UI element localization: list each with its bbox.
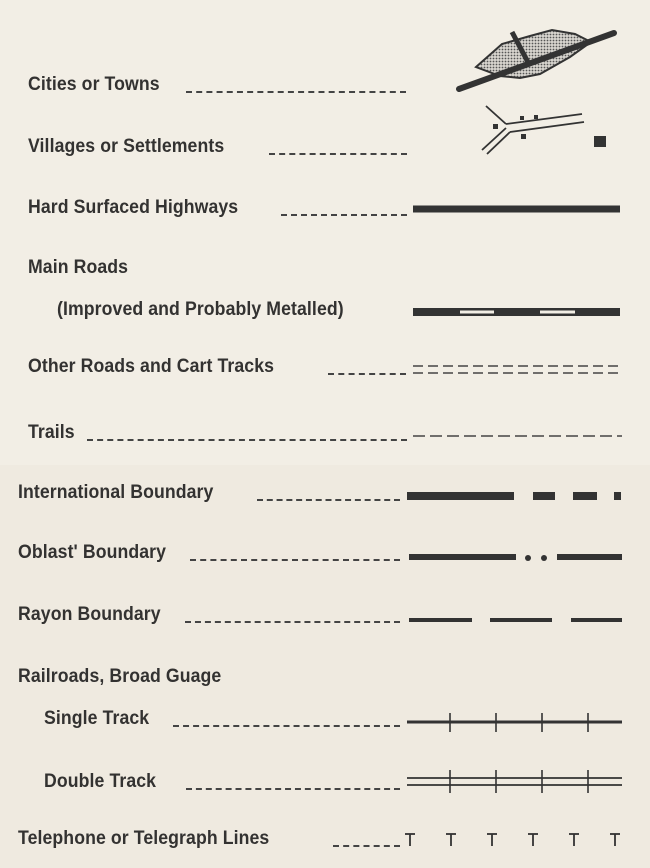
other-road-symbol — [413, 366, 620, 373]
village-symbol — [482, 106, 606, 154]
label-main-roads: Main Roads — [28, 257, 129, 278]
city-symbol — [459, 30, 614, 89]
label-cities-or-towns: Cities or Towns — [28, 74, 160, 95]
label-villages: Villages or Settlements — [28, 136, 225, 157]
label-double-track: Double Track — [44, 771, 157, 792]
label-single-track: Single Track — [44, 708, 150, 729]
label-international-boundary: International Boundary — [18, 482, 214, 503]
double-track-symbol — [407, 770, 622, 793]
oblast-boundary-symbol — [409, 555, 622, 561]
label-other-roads: Other Roads and Cart Tracks — [28, 356, 275, 377]
telephone-line-symbol — [405, 834, 620, 846]
single-track-symbol — [407, 713, 622, 732]
label-railroads-broad-guage: Railroads, Broad Guage — [18, 666, 222, 687]
label-rayon-boundary: Rayon Boundary — [18, 604, 161, 625]
label-oblast-boundary: Oblast' Boundary — [18, 542, 167, 563]
label-hard-surfaced-highways: Hard Surfaced Highways — [28, 197, 239, 218]
label-trails: Trails — [28, 422, 75, 443]
label-main-roads-sub: (Improved and Probably Metalled) — [57, 299, 344, 320]
label-telephone-telegraph: Telephone or Telegraph Lines — [18, 828, 270, 849]
